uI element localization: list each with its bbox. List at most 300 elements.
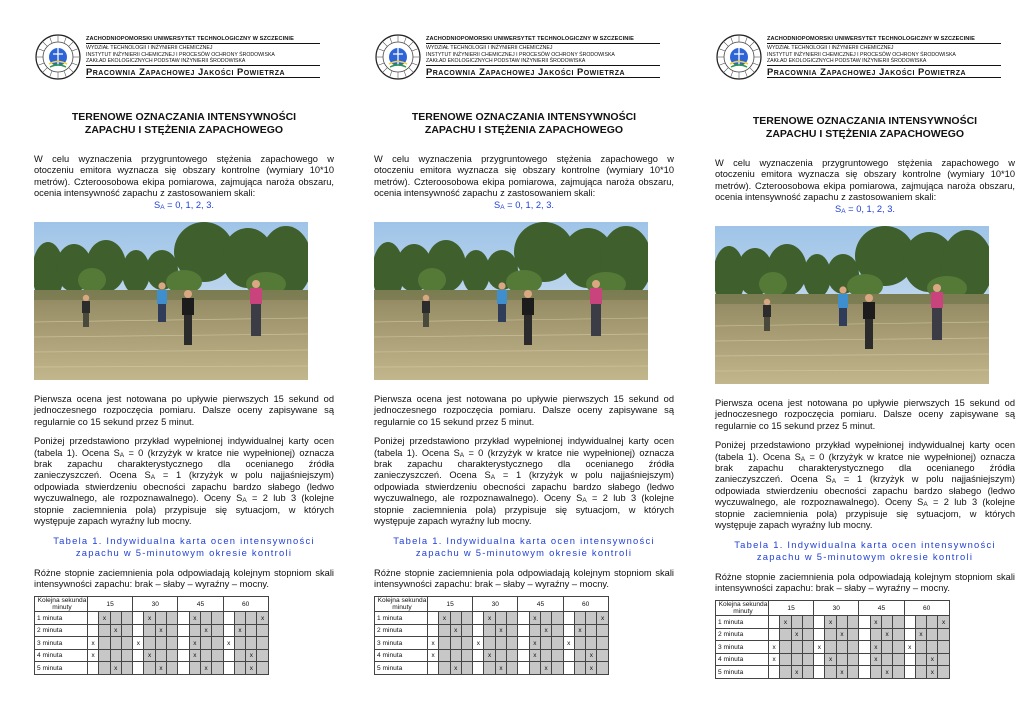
minute-label-cell: 1 minuta	[375, 612, 428, 625]
rating-cell	[246, 624, 257, 637]
rating-cell	[189, 624, 200, 637]
rating-cell	[167, 649, 178, 662]
rating-cell	[529, 662, 540, 675]
rating-cell	[574, 662, 585, 675]
rating-cell: x	[870, 653, 881, 666]
text-part: = 0 (krzyżyk w kratce nie wypełnionej) oznacza brak zapachu charakterystycznego dla ocenianego źródła zanieczyszczeń. Ocena S	[34, 447, 335, 481]
rating-cell	[178, 612, 189, 625]
table-header-row	[35, 597, 269, 612]
rating-cell: x	[495, 624, 506, 637]
caption-line: Tabela 1. Indywidualna karta ocen intensywności	[734, 538, 996, 550]
seconds-header-cell: 60	[904, 601, 949, 616]
rating-cell	[915, 641, 926, 654]
leaflet-panel	[34, 33, 334, 675]
rating-cell: x	[88, 637, 99, 650]
rating-cell	[133, 649, 144, 662]
rating-cell	[461, 662, 472, 675]
rating-cell: x	[927, 666, 938, 679]
rating-cell	[200, 637, 211, 650]
rating-cell	[155, 637, 166, 650]
table-row	[35, 612, 269, 625]
rating-cell: x	[836, 666, 847, 679]
rating-cell	[938, 628, 949, 641]
rating-cell	[110, 637, 121, 650]
institution-block	[426, 36, 660, 78]
minute-label-cell: 4 minuta	[716, 653, 769, 666]
assessment-card-table	[374, 596, 609, 675]
rating-cell	[552, 612, 563, 625]
minute-label-cell: 4 minuta	[35, 649, 88, 662]
rating-cell	[791, 616, 802, 629]
rating-cell	[144, 662, 155, 675]
rating-cell	[529, 624, 540, 637]
text-part: = 1 (krzyżyk w polu najjaśniejszym) odpowiada stwierdzeniu obecności zapachu bardzo słabego (ledwo wyczuwalnego, ale rozpoznawalnego). Oceny S	[715, 474, 1015, 508]
rating-cell	[836, 641, 847, 654]
lab-name: Pracownia Zapachowej Jakości Powietrza	[86, 65, 320, 78]
seconds-header-cell: 15	[88, 597, 133, 612]
faculty-name: WYDZIAŁ TECHNOLOGII I INŻYNIERII CHEMICZNEJ	[767, 45, 894, 52]
rating-cell	[848, 666, 859, 679]
subscript: A	[923, 501, 928, 509]
rating-cell	[167, 637, 178, 650]
rating-cell	[780, 653, 791, 666]
rating-cell	[938, 653, 949, 666]
subscript: A	[490, 474, 496, 482]
table-row	[35, 637, 269, 650]
rating-cell	[915, 666, 926, 679]
rating-cell	[904, 616, 915, 629]
rating-cell	[814, 653, 825, 666]
rating-cell	[257, 637, 268, 650]
shading-paragraph: Różne stopnie zaciemnienia pola odpowiadają kolejnym stopniom skali intensywności zapachu: brak – słaby – wyraźny – mocny.	[34, 567, 334, 589]
minute-label-cell: 5 minuta	[35, 662, 88, 675]
rating-cell	[540, 649, 551, 662]
rating-cell: x	[439, 612, 450, 625]
rating-cell: x	[88, 649, 99, 662]
person	[250, 280, 262, 336]
rating-cell	[859, 653, 870, 666]
leaflet-panel	[374, 33, 674, 675]
rating-cell: x	[540, 624, 551, 637]
institute-name: INSTYTUT INŻYNIERII CHEMICZNEJ I PROCESÓW OCHRONY ŚRODOWISKA	[767, 51, 956, 58]
rating-cell	[189, 662, 200, 675]
rating-cell	[574, 637, 585, 650]
rating-cell	[848, 653, 859, 666]
minute-label-cell: 2 minuta	[375, 624, 428, 637]
rating-cell	[893, 628, 904, 641]
rating-cell: x	[870, 616, 881, 629]
rating-cell	[144, 637, 155, 650]
seconds-header-cell: 30	[814, 601, 859, 616]
rating-cell	[870, 666, 881, 679]
rating-cell	[212, 612, 223, 625]
rating-cell	[133, 662, 144, 675]
seconds-header-cell: 15	[428, 597, 473, 612]
minute-label-cell: 5 minuta	[716, 666, 769, 679]
rating-cell	[178, 649, 189, 662]
example-card-paragraph	[715, 440, 1015, 531]
rating-cell	[563, 624, 574, 637]
rating-cell	[495, 612, 506, 625]
rating-cell	[915, 653, 926, 666]
title-line: ZAPACHU I STĘŻENIA ZAPACHOWEGO	[84, 123, 284, 136]
rating-cell	[473, 649, 484, 662]
rating-cell: x	[473, 637, 484, 650]
rating-cell	[938, 666, 949, 679]
subscript: A	[800, 455, 806, 463]
rating-cell	[223, 649, 234, 662]
rating-cell: x	[870, 641, 881, 654]
rating-cell: x	[769, 641, 780, 654]
rating-cell	[780, 628, 791, 641]
faculty-name: WYDZIAŁ TECHNOLOGII I INŻYNIERII CHEMICZNEJ	[86, 45, 213, 52]
example-card-paragraph	[374, 436, 674, 527]
rating-cell: x	[155, 662, 166, 675]
table-header-row	[716, 601, 950, 616]
minute-label-cell: 5 minuta	[375, 662, 428, 675]
rating-cell	[836, 653, 847, 666]
rating-cell	[881, 616, 892, 629]
rating-cell	[178, 637, 189, 650]
rating-cell	[110, 612, 121, 625]
rating-cell	[234, 662, 245, 675]
rating-cell	[927, 616, 938, 629]
minute-label-cell: 3 minuta	[375, 637, 428, 650]
rating-cell	[428, 624, 439, 637]
rating-cell: x	[495, 662, 506, 675]
rating-cell	[825, 628, 836, 641]
rating-cell	[859, 641, 870, 654]
document-title	[374, 111, 674, 136]
rating-cell	[848, 616, 859, 629]
rating-cell: x	[814, 641, 825, 654]
rating-cell	[893, 616, 904, 629]
rating-cell	[597, 624, 608, 637]
table-row	[716, 641, 950, 654]
assessment-card-table	[715, 600, 950, 679]
rating-cell: x	[586, 649, 597, 662]
rating-cell	[473, 612, 484, 625]
rating-cell: x	[915, 628, 926, 641]
rating-cell	[904, 628, 915, 641]
lab-name: Pracownia Zapachowej Jakości Powietrza	[426, 65, 660, 78]
text-part: = 0 (krzyżyk w kratce nie wypełnionej) oznacza brak zapachu charakterystycznego dla ocenianego źródła zanieczyszczeń. Ocena S	[374, 447, 675, 481]
minute-label-cell: 1 minuta	[716, 616, 769, 629]
scale-subscript: A	[160, 203, 165, 211]
assessment-card-table	[34, 596, 269, 675]
rating-cell	[212, 637, 223, 650]
rating-cell	[870, 628, 881, 641]
rating-cell	[780, 666, 791, 679]
table-row	[716, 653, 950, 666]
rating-cell: x	[927, 653, 938, 666]
rating-cell	[133, 612, 144, 625]
rating-cell	[586, 624, 597, 637]
rating-cell	[246, 637, 257, 650]
rating-cell	[552, 649, 563, 662]
rating-cell	[836, 616, 847, 629]
institute-name: INSTYTUT INŻYNIERII CHEMICZNEJ I PROCESÓW OCHRONY ŚRODOWISKA	[426, 51, 615, 58]
rating-cell	[938, 641, 949, 654]
seconds-header-cell: 60	[563, 597, 608, 612]
university-name: ZACHODNIOPOMORSKI UNIWERSYTET TECHNOLOGICZNY W SZCZECINIE	[767, 36, 975, 42]
rating-cell	[99, 624, 110, 637]
institution-block	[767, 36, 1001, 78]
rating-cell	[439, 649, 450, 662]
rating-cell: x	[428, 637, 439, 650]
rating-cell: x	[189, 649, 200, 662]
rating-cell: x	[836, 628, 847, 641]
document-title	[34, 111, 334, 136]
first-assessment-paragraph: Pierwsza ocena jest notowana po upływie pierwszych 15 sekund od jednoczesnego rozpoczęcia pomiaru. Dalsze oceny zapisywane są regularnie co 15 sekund przez 5 minut.	[715, 398, 1015, 431]
shading-paragraph: Różne stopnie zaciemnienia pola odpowiadają kolejnym stopniom skali intensywności zapachu: brak – słaby – wyraźny – mocny.	[715, 571, 1015, 593]
caption-line: Tabela 1. Indywidualna karta ocen intensywności	[53, 534, 315, 546]
rating-cell	[518, 637, 529, 650]
intro-paragraph: W celu wyznaczenia przygruntowego stężenia zapachowego w otoczeniu emitora wyznacza się obszary kontrolne (wymiary 10*10 metrów). Czteroosobowa ekipa pomiarowa, zajmująca naroża obszaru, ocenia intensywność zapachu z zastosowaniem skali:	[34, 154, 334, 199]
university-logo	[34, 33, 82, 81]
table-row	[716, 666, 950, 679]
rating-cell	[200, 649, 211, 662]
rating-cell	[540, 637, 551, 650]
rating-cell	[915, 616, 926, 629]
rating-cell	[552, 624, 563, 637]
scale-subscript: A	[841, 207, 846, 215]
minute-label-cell: 4 minuta	[375, 649, 428, 662]
rating-cell	[223, 612, 234, 625]
rating-cell	[439, 637, 450, 650]
rating-cell: x	[223, 637, 234, 650]
text-part: Poniżej przedstawiono przykład wypełnionej indywidualnej karty ocen (tabela 1). Ocena S	[374, 436, 674, 458]
text-part: = 2 lub 3 (kolejne stopnie zaciemnienia pola) przypisuje się sytuacjom, w których występuje zapach wyraźny lub mocny.	[374, 493, 674, 527]
university-name: ZACHODNIOPOMORSKI UNIWERSYTET TECHNOLOGICZNY W SZCZECINIE	[426, 36, 634, 42]
department-name: ZAKŁAD EKOLOGICZNYCH PODSTAW INŻYNIERII ŚRODOWISKA	[426, 57, 586, 64]
rating-cell: x	[825, 653, 836, 666]
table-caption	[374, 535, 674, 560]
rating-cell	[121, 649, 132, 662]
text-part: = 1 (krzyżyk w polu najjaśniejszym) odpowiada stwierdzeniu obecności zapachu bardzo słabego (ledwo wyczuwalnego, ale rozpoznawalnego). Oceny S	[374, 470, 674, 504]
rating-cell	[110, 649, 121, 662]
rating-cell: x	[189, 637, 200, 650]
rating-cell: x	[597, 612, 608, 625]
rating-cell	[563, 662, 574, 675]
rating-cell	[167, 662, 178, 675]
rating-cell	[769, 628, 780, 641]
rating-cell: x	[904, 641, 915, 654]
rating-cell	[450, 649, 461, 662]
rating-cell	[791, 653, 802, 666]
shading-paragraph: Różne stopnie zaciemnienia pola odpowiadają kolejnym stopniom skali intensywności zapachu: brak – słaby – wyraźny – mocny.	[374, 567, 674, 589]
subscript: A	[242, 497, 247, 505]
rating-cell	[904, 666, 915, 679]
rating-cell	[814, 628, 825, 641]
example-card-paragraph	[34, 436, 334, 527]
seconds-header-cell: 30	[473, 597, 518, 612]
caption-line: zapachu w 5-minutowym okresie kontroli	[756, 551, 974, 562]
rating-cell	[825, 666, 836, 679]
rating-cell	[200, 612, 211, 625]
rating-cell: x	[780, 616, 791, 629]
rating-cell	[597, 637, 608, 650]
department-name: ZAKŁAD EKOLOGICZNYCH PODSTAW INŻYNIERII ŚRODOWISKA	[767, 57, 927, 64]
rating-cell: x	[450, 662, 461, 675]
rating-cell	[881, 653, 892, 666]
minute-label-cell: 3 minuta	[35, 637, 88, 650]
rating-cell	[99, 637, 110, 650]
rating-cell	[825, 641, 836, 654]
rating-cell	[144, 624, 155, 637]
rating-cell: x	[144, 649, 155, 662]
rating-cell	[133, 624, 144, 637]
text-part: Poniżej przedstawiono przykład wypełnionej indywidualnej karty ocen (tabela 1). Ocena S	[34, 436, 334, 458]
header-label-cell: Kolejna sekunda minuty	[716, 601, 769, 616]
rating-cell	[859, 616, 870, 629]
title-line: ZAPACHU I STĘŻENIA ZAPACHOWEGO	[424, 123, 624, 136]
table-row	[716, 616, 950, 629]
rating-cell	[88, 612, 99, 625]
rating-cell	[121, 637, 132, 650]
rating-cell: x	[825, 616, 836, 629]
rating-cell	[223, 662, 234, 675]
caption-line: zapachu w 5-minutowym okresie kontroli	[415, 547, 633, 558]
table-row	[375, 637, 609, 650]
text-part: = 0 (krzyżyk w kratce nie wypełnionej) oznacza brak zapachu charakterystycznego dla ocenianego źródła zanieczyszczeń. Ocena S	[715, 451, 1016, 485]
rating-cell: x	[200, 624, 211, 637]
rating-cell	[881, 641, 892, 654]
rating-cell	[859, 666, 870, 679]
document-title	[715, 115, 1015, 140]
institution-block	[86, 36, 320, 78]
field-team-photo	[374, 222, 648, 380]
table-caption	[715, 539, 1015, 564]
header	[715, 33, 1015, 85]
rating-cell	[223, 624, 234, 637]
rating-cell	[495, 637, 506, 650]
rating-cell	[769, 616, 780, 629]
rating-cell	[234, 612, 245, 625]
department-name: ZAKŁAD EKOLOGICZNYCH PODSTAW INŻYNIERII ŚRODOWISKA	[86, 57, 246, 64]
rating-cell	[540, 612, 551, 625]
rating-cell	[234, 637, 245, 650]
scale-formula	[374, 200, 674, 211]
rating-cell	[848, 628, 859, 641]
rating-cell: x	[257, 612, 268, 625]
rating-cell	[586, 637, 597, 650]
rating-cell	[563, 612, 574, 625]
rating-cell	[450, 612, 461, 625]
title-line: TERENOWE OZNACZANIA INTENSYWNOŚCI	[752, 115, 978, 127]
rating-cell	[848, 641, 859, 654]
text-part: = 2 lub 3 (kolejne stopnie zaciemnienia pola) przypisuje się sytuacjom, w których występuje zapach wyraźny lub mocny.	[715, 497, 1015, 531]
rating-cell: x	[791, 666, 802, 679]
rating-cell: x	[246, 662, 257, 675]
seconds-header-cell: 15	[769, 601, 814, 616]
rating-cell	[802, 666, 813, 679]
rating-cell	[518, 649, 529, 662]
rating-cell	[893, 641, 904, 654]
rating-cell	[802, 641, 813, 654]
rating-cell	[563, 649, 574, 662]
rating-cell	[212, 662, 223, 675]
rating-cell	[893, 653, 904, 666]
rating-cell	[439, 624, 450, 637]
table-row	[375, 649, 609, 662]
seconds-header-cell: 45	[859, 601, 904, 616]
subscript: A	[582, 497, 587, 505]
first-assessment-paragraph: Pierwsza ocena jest notowana po upływie pierwszych 15 sekund od jednoczesnego rozpoczęcia pomiaru. Dalsze oceny zapisywane są regularnie co 15 sekund przez 5 minut.	[374, 394, 674, 427]
table-row	[35, 624, 269, 637]
rating-cell: x	[574, 624, 585, 637]
scale-formula	[715, 204, 1015, 215]
rating-cell	[88, 662, 99, 675]
leaflet-panel	[715, 33, 1015, 679]
minute-label-cell: 2 minuta	[716, 628, 769, 641]
rating-cell	[461, 649, 472, 662]
rating-cell	[178, 662, 189, 675]
rating-cell: x	[484, 612, 495, 625]
header-label-cell: Kolejna sekunda minuty	[35, 597, 88, 612]
rating-cell	[450, 637, 461, 650]
field-team-photo	[715, 226, 989, 384]
title-line: TERENOWE OZNACZANIA INTENSYWNOŚCI	[71, 111, 297, 123]
rating-cell	[597, 662, 608, 675]
rating-cell	[178, 624, 189, 637]
rating-cell	[552, 637, 563, 650]
scale-symbol: S	[835, 203, 842, 214]
rating-cell	[212, 624, 223, 637]
seconds-header-cell: 45	[518, 597, 563, 612]
caption-line: Tabela 1. Indywidualna karta ocen intensywności	[393, 534, 655, 546]
intro-paragraph: W celu wyznaczenia przygruntowego stężenia zapachowego w otoczeniu emitora wyznacza się obszary kontrolne (wymiary 10*10 metrów). Czteroosobowa ekipa pomiarowa, zajmująca naroża obszaru, ocenia intensywność zapachu z zastosowaniem skali:	[374, 154, 674, 199]
rating-cell	[802, 653, 813, 666]
subscript: A	[459, 451, 465, 459]
rating-cell	[893, 666, 904, 679]
rating-cell: x	[246, 649, 257, 662]
rating-cell	[99, 649, 110, 662]
rating-cell	[814, 616, 825, 629]
intro-paragraph: W celu wyznaczenia przygruntowego stężenia zapachowego w otoczeniu emitora wyznacza się obszary kontrolne (wymiary 10*10 metrów). Czteroosobowa ekipa pomiarowa, zajmująca naroża obszaru, ocenia intensywność zapachu z zastosowaniem skali:	[715, 158, 1015, 203]
rating-cell	[927, 641, 938, 654]
rating-cell	[518, 612, 529, 625]
rating-cell: x	[99, 612, 110, 625]
rating-cell: x	[110, 662, 121, 675]
rating-cell: x	[529, 637, 540, 650]
rating-cell: x	[484, 649, 495, 662]
rating-cell	[461, 624, 472, 637]
rating-cell	[212, 649, 223, 662]
rating-cell: x	[881, 666, 892, 679]
rating-cell	[473, 662, 484, 675]
rating-cell	[518, 662, 529, 675]
university-logo	[715, 33, 763, 81]
title-line: TERENOWE OZNACZANIA INTENSYWNOŚCI	[411, 111, 637, 123]
rating-cell	[791, 641, 802, 654]
text-part: = 2 lub 3 (kolejne stopnie zaciemnienia pola) przypisuje się sytuacjom, w których występuje zapach wyraźny lub mocny.	[34, 493, 334, 527]
rating-cell	[780, 641, 791, 654]
table-row	[375, 612, 609, 625]
rating-cell	[155, 612, 166, 625]
rating-cell	[439, 662, 450, 675]
institute-name: INSTYTUT INŻYNIERII CHEMICZNEJ I PROCESÓW OCHRONY ŚRODOWISKA	[86, 51, 275, 58]
rating-cell: x	[769, 653, 780, 666]
table-row	[375, 624, 609, 637]
rating-cell	[597, 649, 608, 662]
minute-label-cell: 3 minuta	[716, 641, 769, 654]
rating-cell	[121, 624, 132, 637]
header	[374, 33, 674, 85]
seconds-header-cell: 60	[223, 597, 268, 612]
rating-cell	[586, 612, 597, 625]
rating-cell	[507, 637, 518, 650]
